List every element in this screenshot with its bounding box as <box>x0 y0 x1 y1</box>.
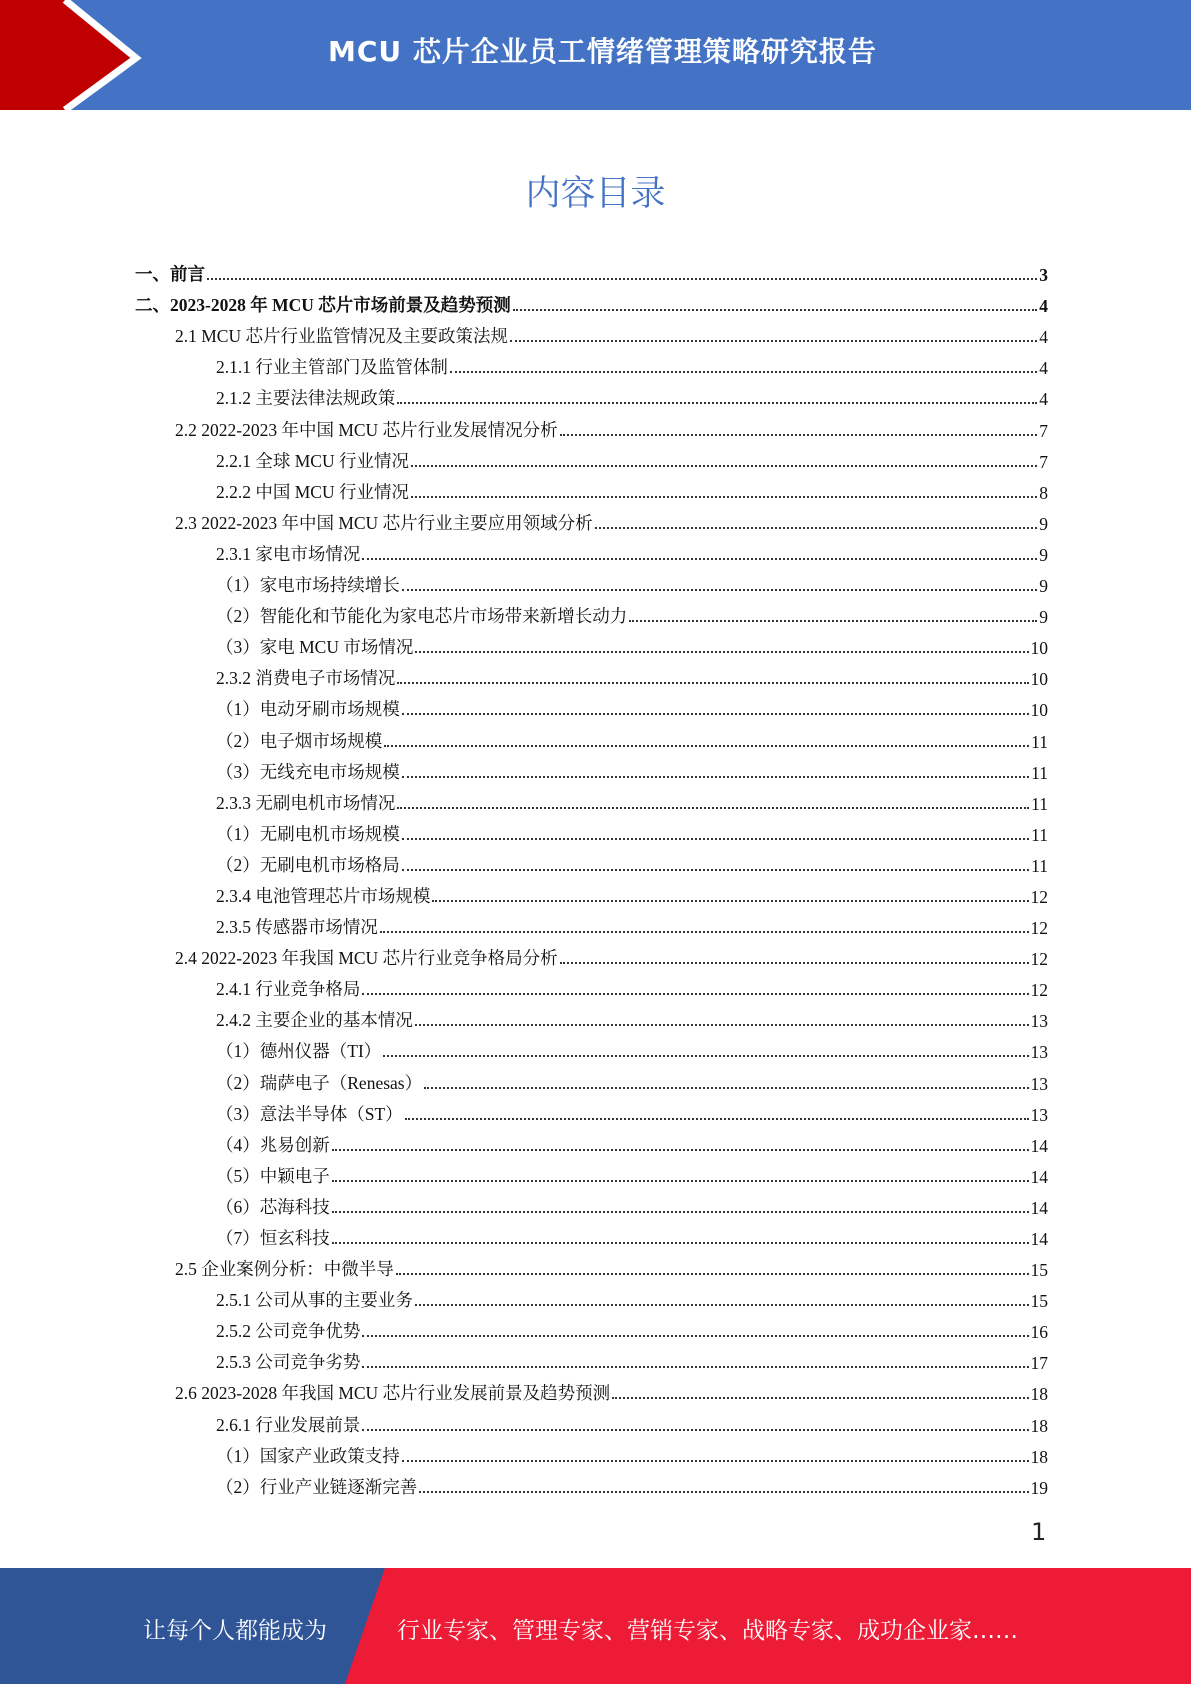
toc-entry-label: 2.3.3 无刷电机市场情况 <box>216 792 396 813</box>
dot-leader <box>595 527 1038 529</box>
toc-entry[interactable] <box>135 566 1048 597</box>
dot-leader <box>612 1397 1028 1399</box>
toc-entry-label: 2.3 2022-2023 年中国 MCU 芯片行业主要应用领域分析 <box>175 512 593 533</box>
toc-entry[interactable] <box>135 1468 1048 1499</box>
toc-entry-page: 11 <box>1031 731 1048 752</box>
dot-leader <box>411 496 1037 498</box>
toc-entry[interactable] <box>135 1405 1048 1436</box>
dot-leader <box>332 1211 1029 1213</box>
toc-entry-page: 12 <box>1030 886 1048 907</box>
toc-entry-label: 2.4.2 主要企业的基本情况 <box>216 1010 413 1031</box>
footer-slogan-left: 让每个人都能成为 <box>143 1618 327 1644</box>
toc-entry-label: （3）意法半导体（ST） <box>216 1103 403 1124</box>
dot-leader <box>450 371 1037 373</box>
toc-entry-page: 4 <box>1039 389 1048 410</box>
dot-leader <box>402 1460 1029 1462</box>
toc-entry-label: （1）家电市场持续增长 <box>216 575 400 596</box>
toc-entry-label: 2.1.2 主要法律法规政策 <box>216 388 396 409</box>
dot-leader <box>397 807 1029 809</box>
toc-entry[interactable] <box>135 1001 1048 1032</box>
toc-entry[interactable] <box>135 410 1048 441</box>
toc-entry-page: 11 <box>1031 824 1048 845</box>
toc-entry-label: 2.6.1 行业发展前景 <box>216 1414 361 1435</box>
dot-leader <box>207 278 1037 280</box>
toc-entry-label: 2.3.2 消费电子市场情况 <box>216 668 396 689</box>
toc-entry-page: 3 <box>1039 265 1048 286</box>
toc-entry-label: 2.5 企业案例分析：中微半导 <box>175 1259 394 1280</box>
toc-entry-page: 14 <box>1030 1229 1048 1249</box>
toc-entry-page: 12 <box>1030 980 1048 1001</box>
dot-leader <box>415 651 1028 653</box>
dot-leader <box>402 838 1029 840</box>
toc-entry-label: 2.3.1 家电市场情况 <box>216 543 361 564</box>
dot-leader <box>396 1273 1029 1275</box>
toc-entry[interactable] <box>135 1063 1048 1094</box>
toc-entry-page: 14 <box>1030 1135 1048 1156</box>
dot-leader <box>380 931 1029 933</box>
dot-leader <box>411 465 1037 467</box>
toc-entry-page: 13 <box>1030 1042 1048 1063</box>
dot-leader <box>397 682 1028 684</box>
toc-entry-label: （1）电动牙刷市场规模 <box>216 699 400 720</box>
toc-entry-page: 11 <box>1031 855 1048 876</box>
toc-entry[interactable] <box>135 815 1048 846</box>
toc-entry[interactable] <box>135 473 1048 504</box>
toc-entry[interactable] <box>135 1126 1048 1157</box>
dot-leader <box>332 1242 1029 1244</box>
toc-entry-page: 17 <box>1030 1353 1048 1374</box>
toc-entry-page: 14 <box>1030 1197 1048 1218</box>
toc-entry[interactable] <box>135 753 1048 784</box>
toc-entry[interactable] <box>135 442 1048 473</box>
toc-entry-page: 13 <box>1030 1073 1048 1094</box>
toc-entry-page: 10 <box>1030 638 1048 659</box>
toc-entry-page: 9 <box>1039 513 1048 534</box>
toc-entry-page: 8 <box>1039 482 1048 503</box>
chevron-decoration-icon <box>0 0 160 110</box>
toc-entry-label: （2）智能化和节能化为家电芯片市场带来新增长动力 <box>216 606 628 627</box>
toc-entry[interactable] <box>135 1095 1048 1126</box>
toc-entry[interactable] <box>135 690 1048 721</box>
toc-entry-page: 11 <box>1031 762 1048 783</box>
toc-entry[interactable] <box>135 1188 1048 1219</box>
toc-entry-page: 13 <box>1030 1011 1048 1032</box>
toc-entry-page: 18 <box>1030 1446 1048 1467</box>
toc-entry-page: 4 <box>1039 296 1048 317</box>
toc-entry-label: （7）恒玄科技 <box>216 1228 330 1248</box>
dot-leader <box>362 993 1028 995</box>
toc-entry-page: 13 <box>1030 1104 1048 1125</box>
toc-entry-page: 9 <box>1039 544 1048 565</box>
toc-entry-label: 2.1 MCU 芯片行业监管情况及主要政策法规 <box>175 326 508 347</box>
toc-entry-page: 9 <box>1039 607 1048 628</box>
toc-entry-page: 18 <box>1030 1415 1048 1436</box>
toc-entry-label: （1）无刷电机市场规模 <box>216 823 400 844</box>
toc-entry-page: 19 <box>1030 1477 1048 1498</box>
toc-entry-page: 10 <box>1030 669 1048 690</box>
toc-entry[interactable] <box>135 1312 1048 1343</box>
toc-entry-label: （1）国家产业政策支持 <box>216 1445 400 1466</box>
toc-entry[interactable] <box>135 1374 1048 1405</box>
toc-entry[interactable] <box>135 535 1048 566</box>
page-footer <box>0 1568 1191 1684</box>
dot-leader <box>402 713 1029 715</box>
toc-entry-label: （2）电子烟市场规模 <box>216 730 383 751</box>
toc-entry-page: 15 <box>1030 1260 1048 1281</box>
toc-entry-label: 2.5.1 公司从事的主要业务 <box>216 1290 413 1311</box>
toc-entry[interactable] <box>135 1281 1048 1312</box>
dot-leader <box>629 620 1037 622</box>
toc-entry-label: 2.4.1 行业竞争格局 <box>216 979 361 1000</box>
dot-leader <box>383 1055 1028 1057</box>
toc-entry-label: （2）无刷电机市场格局 <box>216 854 400 875</box>
dot-leader <box>419 1491 1028 1493</box>
toc-entry-label: 2.2 2022-2023 年中国 MCU 芯片行业发展情况分析 <box>175 419 558 440</box>
toc-entry-label: 2.4 2022-2023 年我国 MCU 芯片行业竞争格局分析 <box>175 948 558 969</box>
toc-entry-page: 10 <box>1030 700 1048 721</box>
toc-entry-page: 12 <box>1030 949 1048 970</box>
toc-entry-page: 7 <box>1039 451 1048 472</box>
toc-entry[interactable] <box>135 1219 1048 1250</box>
toc-entry[interactable] <box>135 379 1048 410</box>
toc-entry-label: 2.1.1 行业主管部门及监管体制 <box>216 357 448 378</box>
toc-entry-page: 7 <box>1039 420 1048 441</box>
toc-entry[interactable] <box>135 1157 1048 1188</box>
toc-entry[interactable] <box>135 970 1048 1001</box>
toc-entry-label: 2.6 2023-2028 年我国 MCU 芯片行业发展前景及趋势预测 <box>175 1383 611 1404</box>
toc-entry-page: 16 <box>1030 1322 1048 1343</box>
toc-entry-page: 12 <box>1030 918 1048 939</box>
toc-entry-label: （6）芯海科技 <box>216 1196 330 1217</box>
dot-leader <box>362 1335 1028 1337</box>
toc-entry[interactable] <box>135 504 1048 535</box>
toc-entry-page: 9 <box>1039 576 1048 597</box>
toc-entry[interactable] <box>135 1343 1048 1374</box>
toc-entry-label: （4）兆易创新 <box>216 1134 330 1155</box>
dot-leader <box>362 1429 1028 1431</box>
dot-leader <box>332 1149 1029 1151</box>
toc-entry[interactable] <box>135 317 1048 348</box>
page-number: 1 <box>1031 1518 1047 1546</box>
toc-entry-label: （1）德州仪器（TI） <box>216 1041 382 1062</box>
toc-entry-label: （2）行业产业链逐渐完善 <box>216 1476 418 1497</box>
toc-entry-label: 2.5.2 公司竞争优势 <box>216 1321 361 1342</box>
dot-leader <box>362 1366 1028 1368</box>
toc-entry[interactable] <box>135 721 1048 752</box>
toc-entry-page: 4 <box>1039 327 1048 348</box>
dot-leader <box>510 340 1037 342</box>
toc-entry[interactable] <box>135 939 1048 970</box>
toc-entry-label: 2.5.3 公司竞争劣势 <box>216 1352 361 1373</box>
dot-leader <box>560 434 1038 436</box>
table-of-contents <box>135 255 1048 1499</box>
toc-entry-label: （2）瑞萨电子（Renesas） <box>216 1072 423 1093</box>
dot-leader <box>397 402 1037 404</box>
toc-entry-page: 4 <box>1039 358 1048 379</box>
dot-leader <box>332 1180 1029 1182</box>
toc-entry-label: 2.2.2 中国 MCU 行业情况 <box>216 481 409 502</box>
dot-leader <box>402 589 1038 591</box>
dot-leader <box>560 962 1029 964</box>
page-header <box>0 0 1191 110</box>
toc-entry[interactable] <box>135 908 1048 939</box>
toc-entry-page: 11 <box>1031 793 1048 814</box>
toc-entry[interactable] <box>135 597 1048 628</box>
toc-entry[interactable] <box>135 628 1048 659</box>
dot-leader <box>432 900 1028 902</box>
toc-entry-label: 一、前言 <box>135 264 205 285</box>
dot-leader <box>513 309 1038 311</box>
dot-leader <box>402 776 1029 778</box>
toc-entry[interactable] <box>135 659 1048 690</box>
report-title: MCU 芯片企业员工情绪管理策略研究报告 <box>328 35 877 68</box>
toc-entry[interactable] <box>135 846 1048 877</box>
toc-entry-page: 14 <box>1030 1166 1048 1187</box>
dot-leader <box>415 1024 1029 1026</box>
toc-entry[interactable] <box>135 286 1048 317</box>
toc-entry-label: 2.3.5 传感器市场情况 <box>216 917 378 938</box>
toc-entry-page: 18 <box>1030 1384 1048 1405</box>
footer-slogan-right: 行业专家、管理专家、营销专家、战略专家、成功企业家…… <box>397 1618 1018 1644</box>
dot-leader <box>402 869 1029 871</box>
toc-entry-label: （3）无线充电市场规模 <box>216 761 400 782</box>
toc-entry-label: 2.2.1 全球 MCU 行业情况 <box>216 450 409 471</box>
toc-entry[interactable] <box>135 255 1048 286</box>
toc-entry[interactable] <box>135 877 1048 908</box>
dot-leader <box>415 1304 1029 1306</box>
toc-entry[interactable] <box>135 348 1048 379</box>
toc-entry[interactable] <box>135 1032 1048 1063</box>
dot-leader <box>405 1118 1029 1120</box>
toc-heading: 内容目录 <box>525 174 666 214</box>
dot-leader <box>384 745 1029 747</box>
dot-leader <box>424 1087 1028 1089</box>
toc-entry-label: （3）家电 MCU 市场情况 <box>216 637 414 658</box>
toc-entry-label: 2.3.4 电池管理芯片市场规模 <box>216 885 431 906</box>
toc-entry-label: 二、2023-2028 年 MCU 芯片市场前景及趋势预测 <box>135 295 511 316</box>
toc-entry[interactable] <box>135 1250 1048 1281</box>
toc-entry[interactable] <box>135 1437 1048 1468</box>
toc-entry-label: （5）中颖电子 <box>216 1165 330 1186</box>
dot-leader <box>362 558 1037 560</box>
toc-entry[interactable] <box>135 784 1048 815</box>
toc-entry-page: 15 <box>1030 1291 1048 1312</box>
